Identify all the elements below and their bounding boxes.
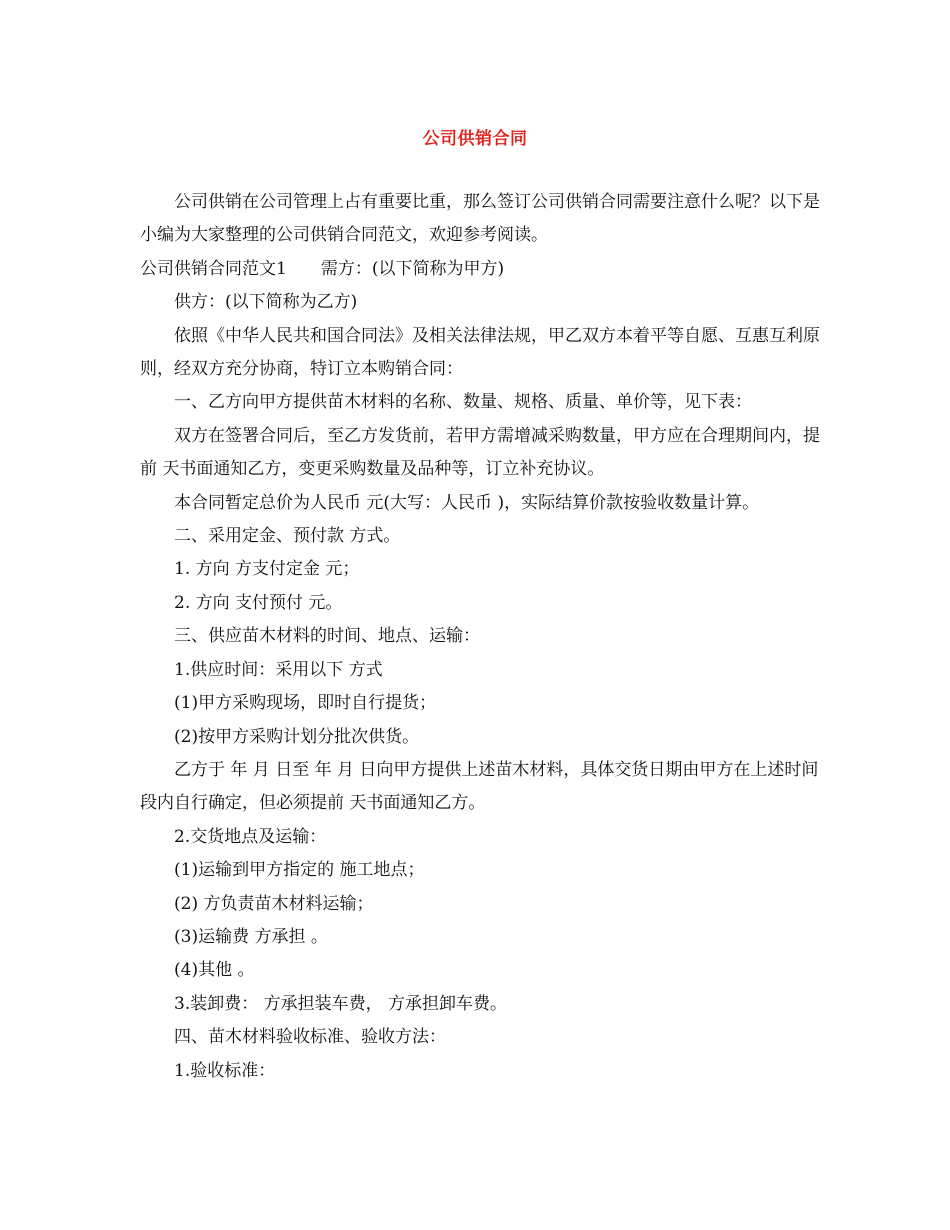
paragraph: (2)按甲方采购计划分批次供货。 <box>174 726 420 747</box>
paragraph: (4)其他 。 <box>174 960 255 981</box>
document-body <box>140 186 820 1088</box>
paragraph: (1)甲方采购现场，即时自行提货； <box>174 693 437 714</box>
paragraph: 四、苗木材料验收标准、验收方法： <box>174 1027 446 1048</box>
paragraph: 乙方于 年 月 日至 年 月 日向甲方提供上述苗木材料，具体交货日期由甲方在上述时间段内自行确定，但必须提前 天书面通知乙方。 <box>140 759 819 814</box>
paragraph: 3.装卸费： 方承担装车费， 方承担卸车费。 <box>174 993 508 1014</box>
paragraph: 供方：(以下简称为乙方) <box>174 292 358 313</box>
document-title: 公司供销合同 <box>422 129 528 149</box>
paragraph: 三、供应苗木材料的时间、地点、运输： <box>174 626 480 647</box>
paragraph: 依照《中华人民共和国合同法》及相关法律法规，甲乙双方本着平等自愿、互惠互利原则，经双方充分协商，特订立本购销合同： <box>140 325 820 380</box>
paragraph: (2) 方负责苗木材料运输； <box>174 893 374 914</box>
paragraph: 1. 方向 方支付定金 元； <box>174 559 360 580</box>
paragraph: (1)运输到甲方指定的 施工地点； <box>174 860 425 881</box>
paragraph: 一、乙方向甲方提供苗木材料的名称、数量、规格、质量、单价等，见下表： <box>174 392 752 413</box>
paragraph: 2. 方向 支付预付 元。 <box>174 592 343 613</box>
paragraph: 公司供销在公司管理上占有重要比重，那么签订公司供销合同需要注意什么呢？以下是小编为大家整理的公司供销合同范文，欢迎参考阅读。 <box>140 192 820 246</box>
paragraph: (3)运输费 方承担 。 <box>174 926 328 947</box>
paragraph: 2.交货地点及运输： <box>174 826 327 847</box>
paragraph: 1.供应时间：采用以下 方式 <box>174 659 383 680</box>
paragraph: 1.验收标准： <box>174 1060 276 1081</box>
paragraph: 本合同暂定总价为人民币 元(大写：人民币 )，实际结算价款按验收数量计算。 <box>174 492 760 513</box>
paragraph: 双方在签署合同后，至乙方发货前，若甲方需增减采购数量，甲方应在合理期间内，提前 天书面通知乙方，变更采购数量及品种等，订立补充协议。 <box>140 425 820 480</box>
paragraph: 二、采用定金、预付款 方式。 <box>174 526 401 547</box>
paragraph: 公司供销合同范文1 需方：(以下简称为甲方) <box>140 258 505 279</box>
